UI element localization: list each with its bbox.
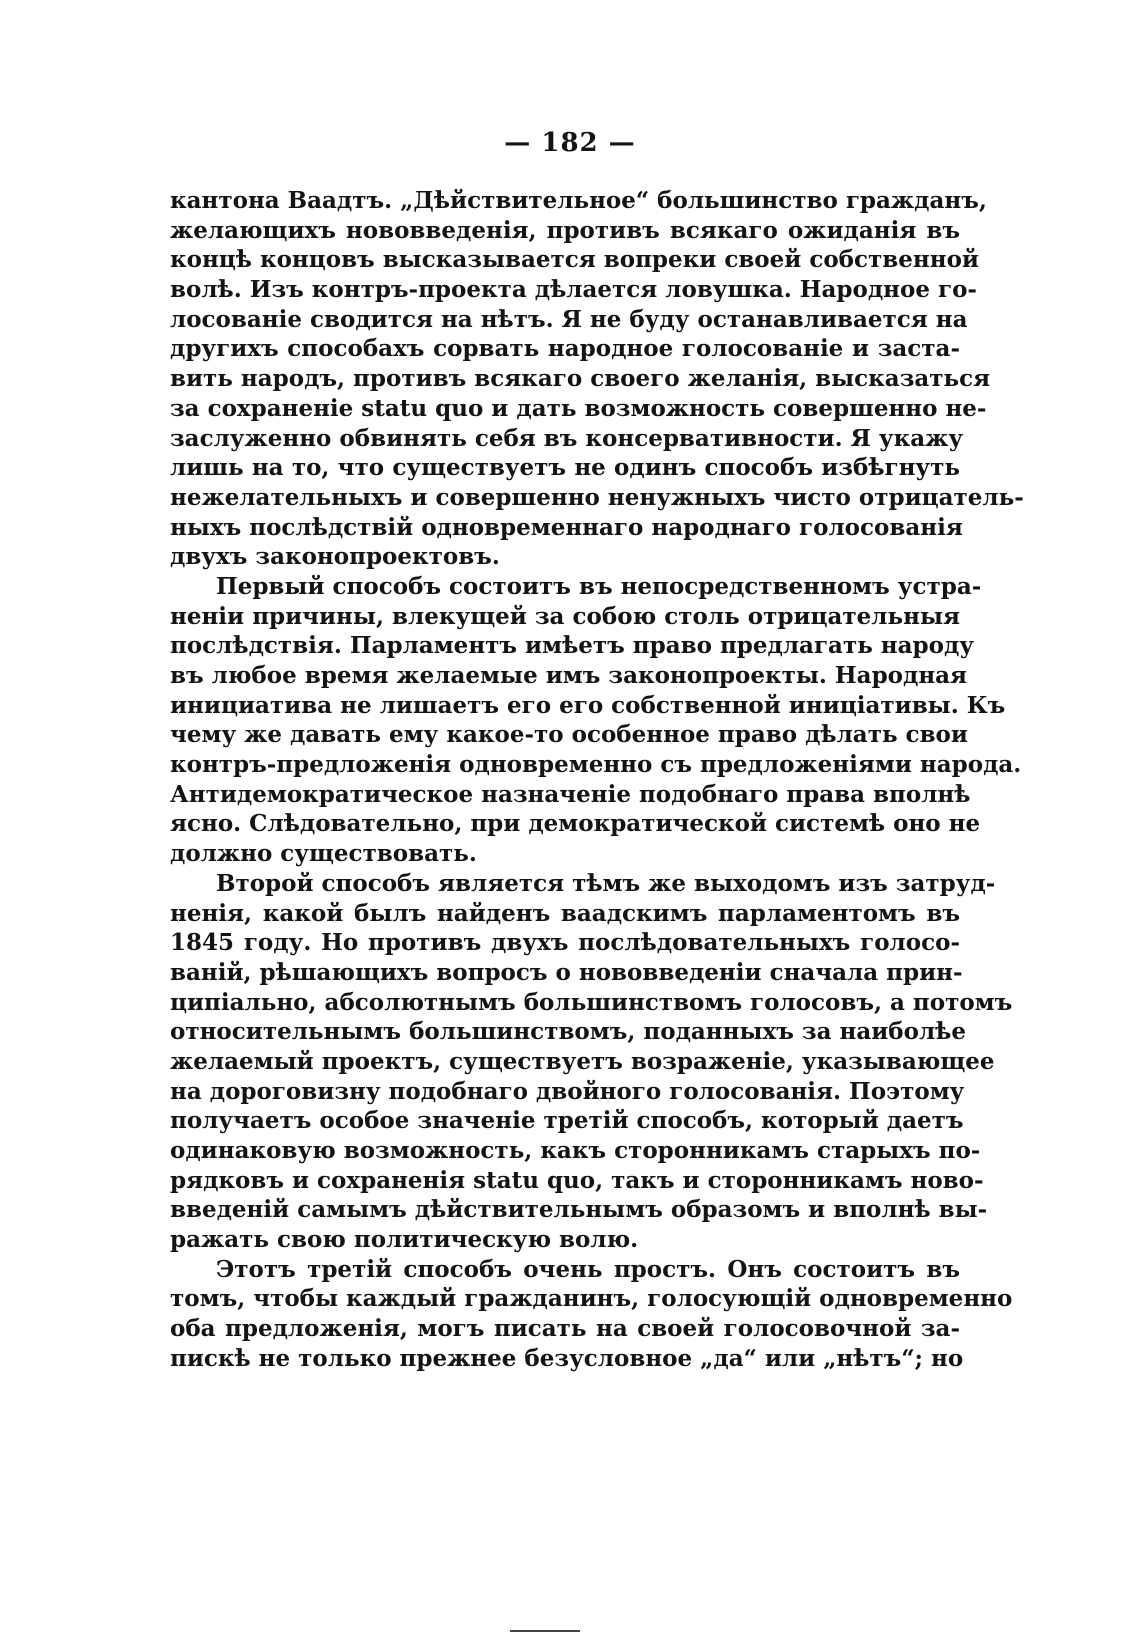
paragraph-1 xyxy=(170,186,1024,572)
text-line: послѣдствія. Парламентъ имѣетъ право предлагать народу xyxy=(170,632,975,660)
text-line: ясно. Слѣдовательно, при демократической системѣ оно не xyxy=(170,810,981,838)
text-line: ненія, какой былъ найденъ ваадскимъ парламентомъ въ xyxy=(170,899,960,927)
text-line: вить народъ, противъ всякаго своего желанія, высказаться xyxy=(170,365,991,393)
text-line: неніи причины, влекущей за собою столь отрицательныя xyxy=(170,602,960,630)
text-line: Второй способъ является тѣмъ же выходомъ изъ затруд- xyxy=(216,869,996,897)
paragraph-2 xyxy=(170,572,1022,869)
text-line: относительнымъ большинствомъ, поданныхъ за наиболѣе xyxy=(170,1018,966,1046)
body-text xyxy=(170,186,1024,1374)
text-line: волѣ. Изъ контръ-проекта дѣлается ловушка. Народное го- xyxy=(170,276,977,304)
text-line: кантона Ваадтъ. „Дѣйствительное“ большинство гражданъ, xyxy=(170,187,987,214)
text-line: инициатива не лишаетъ его его собственной иниціативы. Къ xyxy=(170,691,1006,719)
text-line: пискѣ не только прежнее безусловное „да“ или „нѣтъ“; но xyxy=(170,1344,964,1372)
text-line: нежелательныхъ и совершенно ненужныхъ чисто отрицатель- xyxy=(170,483,1024,511)
text-line: одинаковую возможность, какъ сторонникамъ старыхъ по- xyxy=(170,1137,981,1164)
text-line: 1845 году. Но противъ двухъ послѣдовательныхъ голосо- xyxy=(170,929,960,957)
text-line: контръ-предложенія одновременно съ предложеніями народа. xyxy=(170,751,1022,779)
text-line: лишь на то, что существуетъ не одинъ способъ избѣгнуть xyxy=(170,454,960,482)
text-line: концѣ концовъ высказывается вопреки своей собственной xyxy=(170,246,979,274)
text-line: чему же давать ему какое-то особенное право дѣлать свои xyxy=(170,721,968,749)
text-line: ципіально, абсолютнымъ большинствомъ голосовъ, а потомъ xyxy=(170,988,1013,1016)
text-line: Первый способъ состоитъ въ непосредственномъ устра- xyxy=(216,572,982,600)
text-line: желающихъ нововведенія, противъ всякаго ожиданія въ xyxy=(170,216,960,244)
text-line: заслуженно обвинять себя въ консервативности. Я укажу xyxy=(170,424,964,452)
page-number: — 182 — xyxy=(504,128,636,158)
text-line: томъ, чтобы каждый гражданинъ, голосующій одновременно xyxy=(170,1285,1013,1313)
text-line: ваній, рѣшающихъ вопросъ о нововведеніи сначала прин- xyxy=(170,958,963,986)
text-line: на дороговизну подобнаго двойного голосованія. Поэтому xyxy=(170,1077,965,1105)
text-line: въ любое время желаемые имъ законопроекты. Народная xyxy=(170,662,968,689)
text-line: желаемый проектъ, существуетъ возраженіе, указывающее xyxy=(170,1047,995,1075)
paragraph-3 xyxy=(170,869,1013,1255)
bottom-edge-mark xyxy=(510,1630,580,1635)
text-line: введеній самымъ дѣйствительнымъ образомъ и вполнѣ вы- xyxy=(170,1196,988,1224)
text-line: за сохраненіе statu quo и дать возможность совершенно не- xyxy=(170,394,987,422)
text-line: Этотъ третій способъ очень простъ. Онъ состоитъ въ xyxy=(216,1255,960,1283)
text-line: получаетъ особое значеніе третій способъ, который даетъ xyxy=(170,1107,964,1135)
text-line: ражать свою политическую волю. xyxy=(170,1226,639,1254)
text-line: должно существовать. xyxy=(170,840,477,868)
text-line: рядковъ и сохраненія statu quo, такъ и сторонникамъ ново- xyxy=(170,1166,984,1194)
text-line: оба предложенія, могъ писать на своей голосовочной за- xyxy=(170,1315,960,1343)
text-line: двухъ законопроектовъ. xyxy=(170,543,500,571)
paragraph-4 xyxy=(170,1255,1013,1374)
text-line: лосованіе сводится на нѣтъ. Я не буду останавливается на xyxy=(170,305,968,333)
text-line: ныхъ послѣдствій одновременнаго народнаго голосованія xyxy=(170,513,963,541)
text-line: Антидемократическое назначеніе подобнаго права вполнѣ xyxy=(170,780,971,808)
text-line: другихъ способахъ сорвать народное голосованіе и заста- xyxy=(170,335,960,363)
